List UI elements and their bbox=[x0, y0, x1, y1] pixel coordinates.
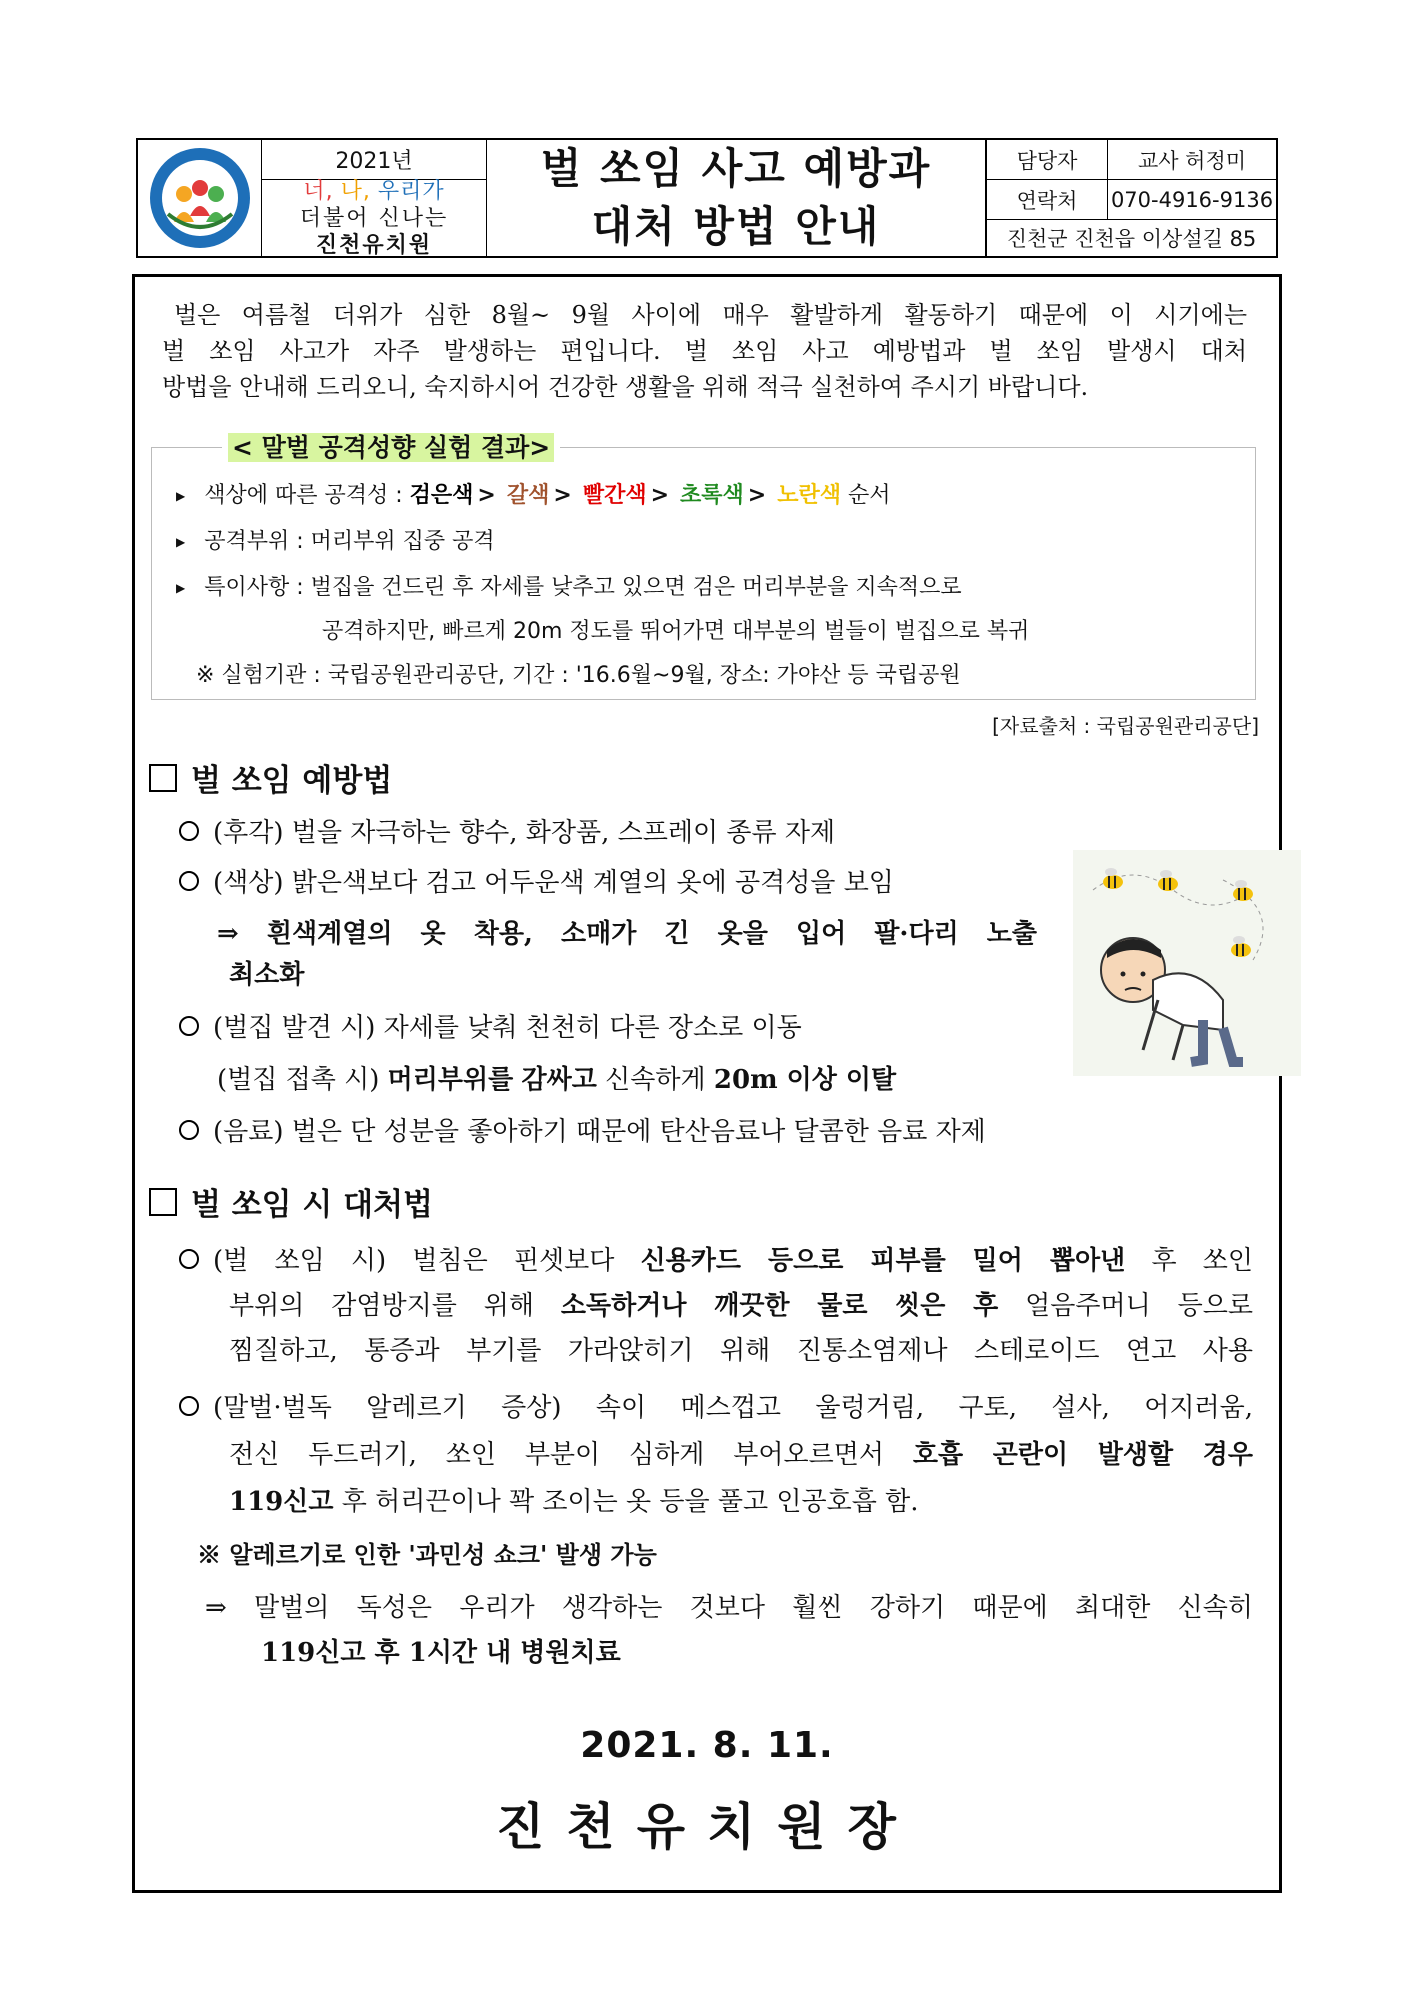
experiment-box bbox=[151, 433, 1256, 700]
page-title: 벌 쏘임 사고 예방과 대처 방법 안내 bbox=[487, 140, 987, 256]
prevention-item-smell: (후각) 벌을 자극하는 향수, 화장품, 스프레이 종류 자제 bbox=[179, 812, 835, 849]
main-content bbox=[132, 274, 1282, 1893]
experiment-attack-part: ▶ 공격부위 : 머리부위 집중 공격 bbox=[176, 529, 495, 554]
source-citation: [자료출처 : 국립공원관리공단] bbox=[992, 714, 1259, 738]
prevention-item-drink: (음료) 벌은 단 성분을 좋아하기 때문에 탄산음료나 달콤한 음료 자제 bbox=[179, 1111, 986, 1148]
school-year: 2021년 bbox=[262, 140, 487, 180]
response-item-allergy-cont2: 119신고 후 허리끈이나 꽉 조이는 옷 등을 풀고 인공호흡 함. bbox=[229, 1487, 919, 1517]
address: 진천군 진천읍 이상설길 85 bbox=[1006, 227, 1257, 251]
response-item-sting-cont1: 부위의 감염방지를 위해 소독하거나 깨끗한 물로 씻은 후 얼음주머니 등으로 bbox=[229, 1291, 1254, 1321]
bullet-triangle-icon: ▶ bbox=[176, 581, 186, 595]
prevention-item-hive: (벌집 발견 시) 자세를 낮춰 천천히 다른 장소로 이동 bbox=[179, 1007, 802, 1044]
prevention-item-color-sub: ⇒ 흰색계열의 옷 착용, 소매가 긴 옷을 입어 팔·다리 노출 bbox=[217, 919, 1037, 949]
experiment-colors: ▶ 색상에 따른 공격성 : 검은색 > 갈색 > 빨간색 > 초록색 > 노란색 순서 bbox=[176, 483, 891, 508]
phone-label: 연락처 bbox=[987, 180, 1108, 220]
school-logo bbox=[138, 140, 262, 256]
bullet-circle-icon bbox=[179, 821, 199, 841]
response-item-allergy-cont1: 전신 두드러기, 쏘인 부분이 심하게 부어오르면서 호흡 곤란이 발생할 경우 bbox=[229, 1440, 1253, 1470]
response-advice: ⇒ 말벌의 독성은 우리가 생각하는 것보다 훨씬 강하기 때문에 최대한 신속히 bbox=[205, 1593, 1253, 1623]
school-name: 진천유치원 bbox=[315, 232, 433, 258]
document-date: 2021. 8. 11. bbox=[580, 1725, 834, 1766]
bullet-circle-icon bbox=[179, 1120, 199, 1140]
bullet-triangle-icon: ▶ bbox=[176, 535, 186, 549]
bullet-circle-icon bbox=[179, 1396, 199, 1416]
response-item-sting: (벌 쏘임 시) 벌침은 핀셋보다 신용카드 등으로 피부를 밀어 뽑아낸 후 쏘인 bbox=[179, 1240, 1253, 1277]
bullet-circle-icon bbox=[179, 1016, 199, 1036]
experiment-title: < 말벌 공격성향 실험 결과> bbox=[222, 428, 560, 464]
experiment-note-cont: 공격하지만, 빠르게 20m 정도를 뛰어가면 대부분의 벌들이 벌집으로 복귀 bbox=[322, 619, 1030, 644]
prevention-heading: 벌 쏘임 예방법 bbox=[149, 755, 392, 800]
bullet-circle-icon bbox=[179, 871, 199, 891]
experiment-note: ▶ 특이사항 : 벌집을 건드린 후 자세를 낮추고 있으면 검은 머리부분을 지속적으로 bbox=[176, 575, 962, 600]
logo-emblem-icon bbox=[146, 144, 254, 252]
response-warning: ※ 알레르기로 인한 '과민성 쇼크' 발생 가능 bbox=[197, 1540, 657, 1569]
checkbox-square-icon bbox=[149, 764, 177, 792]
experiment-institution: ※ 실험기관 : 국립공원관리공단, 기간 : '16.6월~9월, 장소: 가야산 등 국립공원 bbox=[196, 663, 961, 688]
response-heading: 벌 쏘임 시 대처법 bbox=[149, 1179, 433, 1224]
phone-value: 070-4916-9136 bbox=[1108, 180, 1276, 220]
intro-paragraph: 벌은 여름철 더위가 심한 8월~ 9월 사이에 매우 활발하게 활동하기 때문에 이 시기에는 벌 쏘임 사고가 자주 발생하는 편입니다. 벌 쏘임 사고 예방법과 벌 쏘임 발생시 대처 방법을 안내해 드리오니, 숙지하시어 건강한 생활을 위해 적극 실천하여 주시기 바랍니다. bbox=[162, 301, 1247, 401]
prevention-item-color-sub-cont: 최소화 bbox=[229, 960, 305, 990]
motto-line2: 더불어 신나는 bbox=[299, 205, 449, 231]
checkbox-square-icon bbox=[149, 1188, 177, 1216]
prevention-item-hive-sub: (벌집 접촉 시) 머리부위를 감싸고 신속하게 20m 이상 이탈 bbox=[217, 1065, 897, 1095]
contact-value: 교사 허정미 bbox=[1108, 140, 1276, 180]
response-item-allergy: (말벌·벌독 알레르기 증상) 속이 메스껍고 울렁거림, 구토, 설사, 어지러움, bbox=[179, 1387, 1253, 1424]
prevention-item-color: (색상) 밝은색보다 검고 어두운색 계열의 옷에 공격성을 보임 bbox=[179, 862, 894, 899]
header-table bbox=[136, 138, 1278, 258]
bee-attack-illustration bbox=[1073, 850, 1301, 1076]
bullet-circle-icon bbox=[179, 1249, 199, 1269]
response-item-sting-cont2: 찜질하고, 통증과 부기를 가라앉히기 위해 진통소염제나 스테로이드 연고 사용 bbox=[229, 1336, 1253, 1366]
bullet-triangle-icon: ▶ bbox=[176, 489, 186, 503]
contact-label: 담당자 bbox=[987, 140, 1108, 180]
response-advice-cont: 119신고 후 1시간 내 병원치료 bbox=[261, 1638, 621, 1668]
motto-line1: 너, 나, 우리가 bbox=[303, 178, 445, 204]
principal-signature: 진천유치원장 bbox=[496, 1798, 918, 1856]
school-motto bbox=[262, 180, 487, 256]
